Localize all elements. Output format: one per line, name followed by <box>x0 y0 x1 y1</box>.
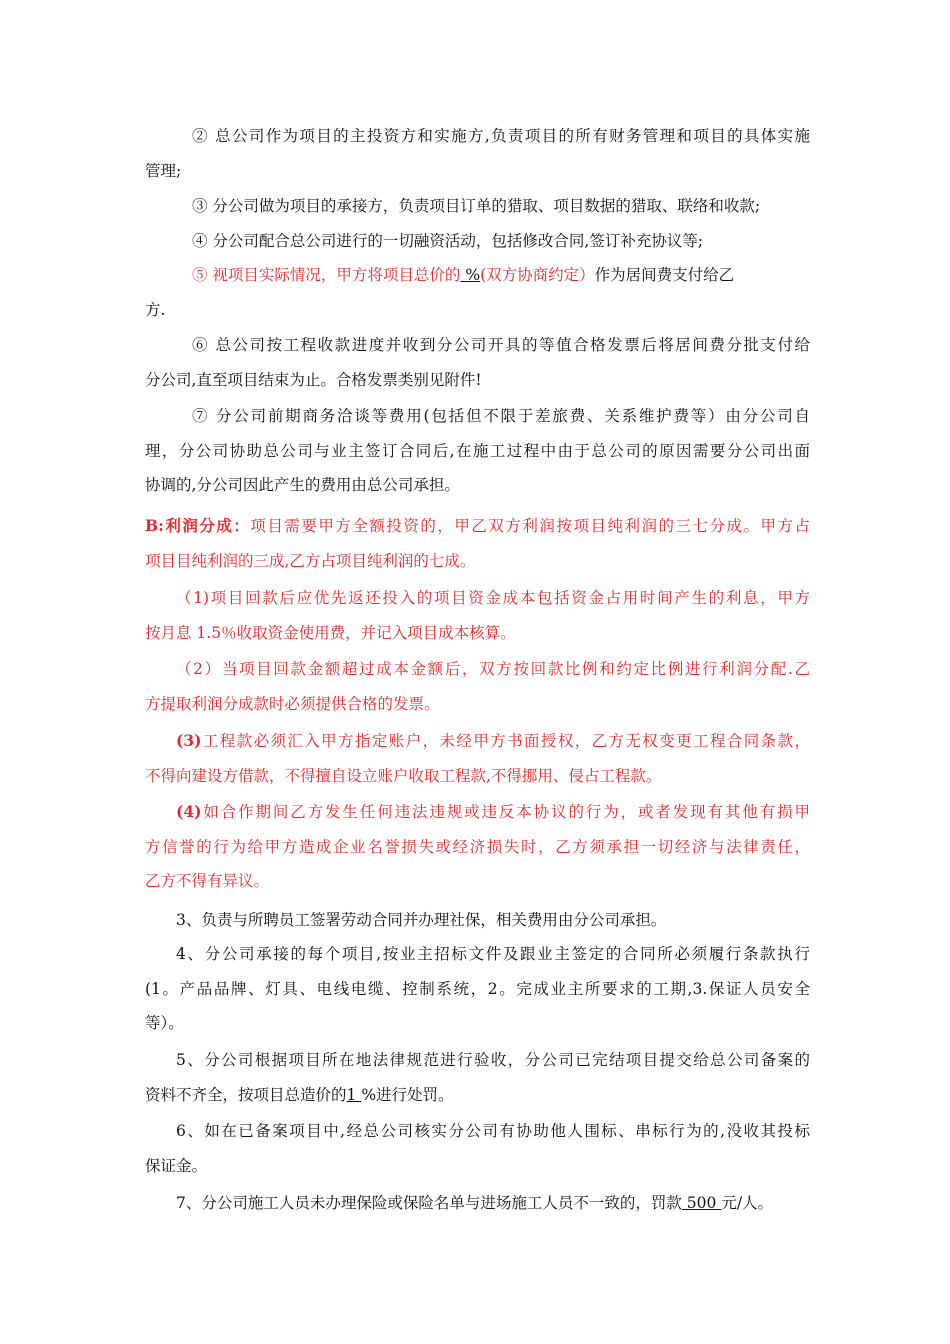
section-b-label: B:利润分成： <box>145 516 251 535</box>
clause-4-line-1: ④ 分公司配合总公司进行的一切融资活动，包括修改合同,签订补充协议等; <box>192 232 704 250</box>
profit-item-1-line-1: （1)项目回款后应优先返还投入的项目资金成本包括资金占用时间产生的利息，甲方 <box>176 589 810 607</box>
article-7-text-c: 元/人。 <box>721 1194 774 1212</box>
article-5-text-a: 资料不齐全，按项目总造价的 <box>145 1085 347 1104</box>
section-b-line-2: 项目目纯利润的三成,乙方占项目纯利润的七成。 <box>145 551 476 570</box>
profit-item-4 <box>145 795 810 899</box>
article-3-line-1: 3、负责与所聘员工签署劳动合同并办理社保，相关费用由分公司承担。 <box>176 911 667 929</box>
section-b-line-1 <box>145 509 810 544</box>
section-b-text: 项目需要甲方全额投资的，甲乙双方利润按项目纯利润的三七分成。甲方占 <box>250 517 810 535</box>
article-5-line-2 <box>145 1078 810 1113</box>
clause-3-line-1: ③ 分公司做为项目的承接方，负责项目订单的猎取、项目数据的猎取、联络和收款; <box>192 197 761 215</box>
article-4-line-3: 等）。 <box>145 1014 184 1032</box>
clause-5-red-note: (双方协商约定） <box>480 266 595 284</box>
article-7 <box>145 1186 810 1221</box>
profit-item-4-line-2: 方信誉的行为给甲方造成企业名誉损失或经济损失时，乙方须承担一切经济与法律责任， <box>145 837 810 856</box>
article-6-line-2: 保证金。 <box>145 1156 208 1175</box>
article-4-line-1: 4、分公司承接的每个项目,按业主招标文件及跟业主签定的合同所必须履行条款执行 <box>176 945 810 963</box>
profit-item-4-text: 如合作期间乙方发生任何违法违规或违反本协议的行为，或者发现有其他有损甲 <box>201 803 810 821</box>
clause-5-line-2: 方. <box>145 300 166 319</box>
profit-item-4-line-3: 乙方不得有异议。 <box>145 872 270 890</box>
profit-item-3-label: (3) <box>176 731 202 750</box>
article-6 <box>145 1114 810 1183</box>
section-b-profit-sharing <box>145 509 810 578</box>
profit-item-3 <box>145 724 810 793</box>
clause-2-line-2: 管理; <box>145 161 182 180</box>
article-6-line-1: 6、如在已备案项目中,经总公司核实分公司有协助他人围标、串标行为的,没收其投标 <box>176 1122 810 1140</box>
profit-item-1-line-2: 按月息 1.5％收取资金使用费，并记入项目成本核算。 <box>145 623 516 642</box>
profit-item-2-line-1: （2）当项目回款金额超过成本金额后，双方按回款比例和约定比例进行利润分配.乙 <box>176 660 810 678</box>
profit-item-2-line-2: 方提取利润分成款时必须提供合格的发票。 <box>145 694 440 713</box>
profit-item-2 <box>145 652 810 721</box>
clause-5-tail: 作为居间费支付给乙 <box>594 266 735 284</box>
clause-6-line-1: ⑥ 总公司按工程收款进度并收到分公司开具的等值合格发票后将居间费分批支付给 <box>192 336 810 354</box>
clause-7-line-2: 理，分公司协助总公司与业主签订合同后,在施工过程中由于总公司的原因需要分公司出面 <box>145 441 810 460</box>
article-3 <box>145 903 810 938</box>
profit-item-3-line-2: 不得向建设方借款，不得擅自设立账户收取工程款,不得挪用、侵占工程款。 <box>145 766 662 785</box>
clause-5-red-text: ⑤ 视项目实际情况，甲方将项目总价的 <box>192 266 461 284</box>
clause-2 <box>145 119 810 188</box>
profit-item-1 <box>145 581 810 650</box>
clause-3 <box>145 189 810 224</box>
profit-item-3-line-1 <box>145 724 810 759</box>
clause-6-line-2: 分公司,直至项目结束为止。合格发票类别见附件! <box>145 370 482 389</box>
clause-4 <box>145 224 810 259</box>
clause-7-line-3: 协调的,分公司因此产生的费用由总公司承担。 <box>145 476 460 494</box>
clause-5-line-1 <box>145 258 810 293</box>
clause-5 <box>145 258 810 327</box>
article-5-percent-value: 1 <box>346 1085 362 1104</box>
clause-6 <box>145 328 810 397</box>
clause-7 <box>145 399 810 503</box>
clause-7-line-1: ⑦ 分公司前期商务洽谈等费用(包括但不限于差旅费、关系维护费等）由分公司自 <box>192 407 810 425</box>
profit-item-4-line-1 <box>145 795 810 830</box>
article-4 <box>145 937 810 1041</box>
article-5-text-c: %进行处罚。 <box>361 1085 454 1104</box>
clause-2-line-1: ② 总公司作为项目的主投资方和实施方,负责项目的所有财务管理和项目的具体实施 <box>192 127 810 145</box>
clause-5-percent-blank: % <box>460 266 481 284</box>
article-5 <box>145 1043 810 1112</box>
article-5-line-1: 5、分公司根据项目所在地法律规范进行验收，分公司已完结项目提交给总公司备案的 <box>176 1051 810 1069</box>
profit-item-4-label: (4) <box>176 802 202 821</box>
article-7-fine-amount: 500 <box>681 1194 722 1212</box>
article-7-line-1 <box>145 1186 810 1221</box>
article-7-text-a: 7、分公司施工人员未办理保险或保险名单与进场施工人员不一致的，罚款 <box>176 1194 682 1212</box>
article-4-line-2: (1。产品品牌、灯具、电线电缆、控制系统，2。完成业主所要求的工期,3.保证人员安全 <box>145 979 810 998</box>
profit-item-3-text: 工程款必须汇入甲方指定账户，未经甲方书面授权，乙方无权变更工程合同条款， <box>201 732 810 750</box>
